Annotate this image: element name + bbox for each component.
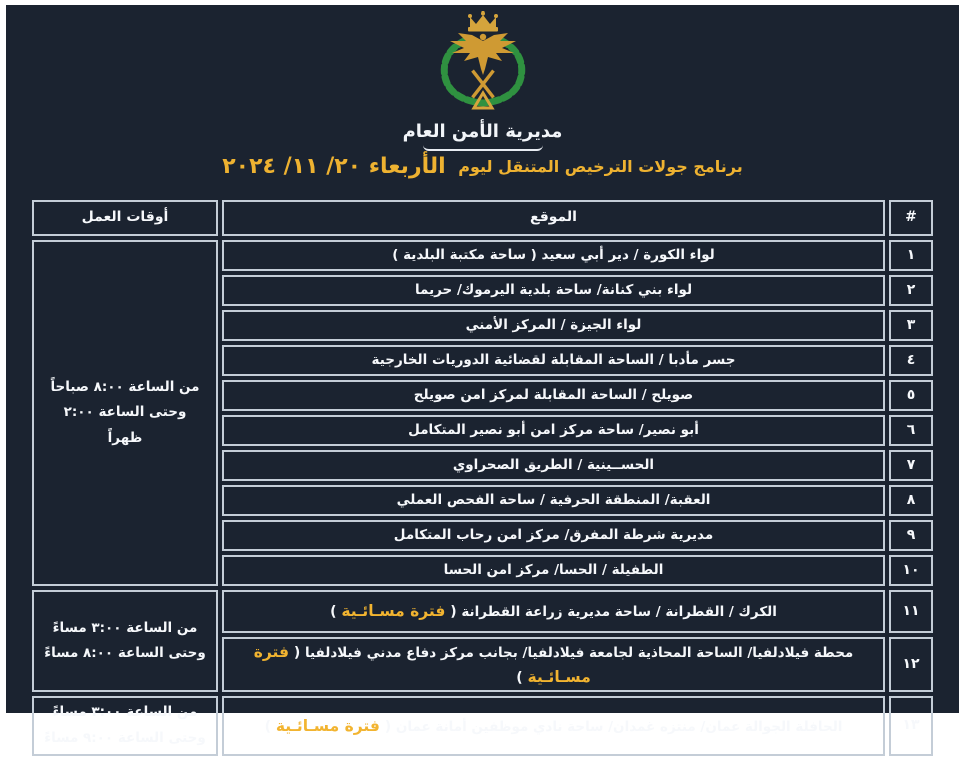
paren-close: ): [330, 604, 342, 621]
row-number: ٥: [889, 380, 933, 411]
psd-emblem-graphic: [404, 11, 562, 115]
row-number: ٧: [889, 450, 933, 481]
schedule-table: [28, 196, 937, 760]
row-location: [222, 590, 885, 633]
caption-swash: [423, 145, 543, 151]
row-number: ١٣: [889, 696, 933, 755]
row-location: لواء بني كنانة/ ساحة بلدية اليرموك/ حريما: [222, 275, 885, 306]
row-location-text: محطة فيلادلفيا/ الساحة المحاذية لجامعة فيلادلفيا/ بجانب مركز دفاع مدني فيلادلفيا: [304, 645, 854, 661]
paren-close: ): [516, 669, 528, 686]
evening-badge: فترة مسـائـية: [341, 602, 446, 621]
evening-badge: فترة مسـائـية: [253, 643, 591, 686]
row-number: ٨: [889, 485, 933, 516]
header-hours: أوقات العمل: [32, 200, 218, 236]
row-number: ٤: [889, 345, 933, 376]
table-row: [32, 240, 933, 271]
row-location: لواء الكورة / دير أبي سعيد ( ساحة مكتبة البلدية ): [222, 240, 885, 271]
row-number: ١٢: [889, 637, 933, 692]
paren-open: (: [445, 604, 457, 621]
row-number: ١٠: [889, 555, 933, 586]
table-row: [32, 696, 933, 755]
row-location: الطفيلة / الحسا/ مركز امن الحسا: [222, 555, 885, 586]
row-location: أبو نصير/ ساحة مركز امن أبو نصير المتكامل: [222, 415, 885, 446]
row-number: ١١: [889, 590, 933, 633]
evening-badge: فترة مسـائـية: [275, 716, 380, 735]
row-location: جسر مأدبا / الساحة المقابلة لقضائية الدوريات الخارجية: [222, 345, 885, 376]
row-location: لواء الجيزة / المركز الأمني: [222, 310, 885, 341]
time-group-morning: من الساعة ٨:٠٠ صباحاً وحتى الساعة ٢:٠٠ ظهراً: [32, 240, 218, 586]
row-number: ٩: [889, 520, 933, 551]
row-location-text: الكرك / القطرانة / ساحة مديرية زراعة القطرانة: [461, 604, 777, 621]
header-location: الموقع: [222, 200, 885, 236]
header-index: #: [889, 200, 933, 236]
row-location: مديرية شرطة المفرق/ مركز امن رحاب المتكامل: [222, 520, 885, 551]
crown-icon: [468, 11, 498, 32]
page-title: [6, 154, 959, 179]
row-number: ٢: [889, 275, 933, 306]
title-prefix: برنامج جولات الترخيص المتنقل ليوم: [458, 157, 743, 176]
poster-background: [6, 5, 959, 747]
row-location: [222, 637, 885, 692]
row-location: [222, 696, 885, 755]
row-location: العقبة/ المنطقة الحرفية / ساحة الفحص العملي: [222, 485, 885, 516]
time-group-evening-1: من الساعة ٣:٠٠ مساءً وحتى الساعة ٨:٠٠ مساءً: [32, 590, 218, 692]
time-group-evening-2: من الساعة ٣:٠٠ مساءً وحتى الساعة ٩:٠٠ مساءً: [32, 696, 218, 755]
row-location: صويلح / الساحة المقابلة لمركز امن صويلح: [222, 380, 885, 411]
paren-open: (: [288, 645, 301, 661]
row-location: الحســينية / الطريق الصحراوي: [222, 450, 885, 481]
table-header-row: [32, 200, 933, 236]
title-date: الأربعاء ٢٠/ ١١/ ٢٠٢٤: [222, 154, 446, 179]
emblem-caption: مديرية الأمن العام: [402, 121, 563, 142]
paren-open: (: [379, 718, 392, 735]
table-row: [32, 590, 933, 633]
row-number: ١: [889, 240, 933, 271]
row-number: ٣: [889, 310, 933, 341]
row-location-text: الحافلة الجوالة عمان/ منتزه غمدان/ ساحة نادي موظفين أمانة عمان: [395, 718, 843, 735]
psd-emblem: [6, 11, 959, 151]
row-number: ٦: [889, 415, 933, 446]
paren-close: ): [264, 718, 276, 735]
